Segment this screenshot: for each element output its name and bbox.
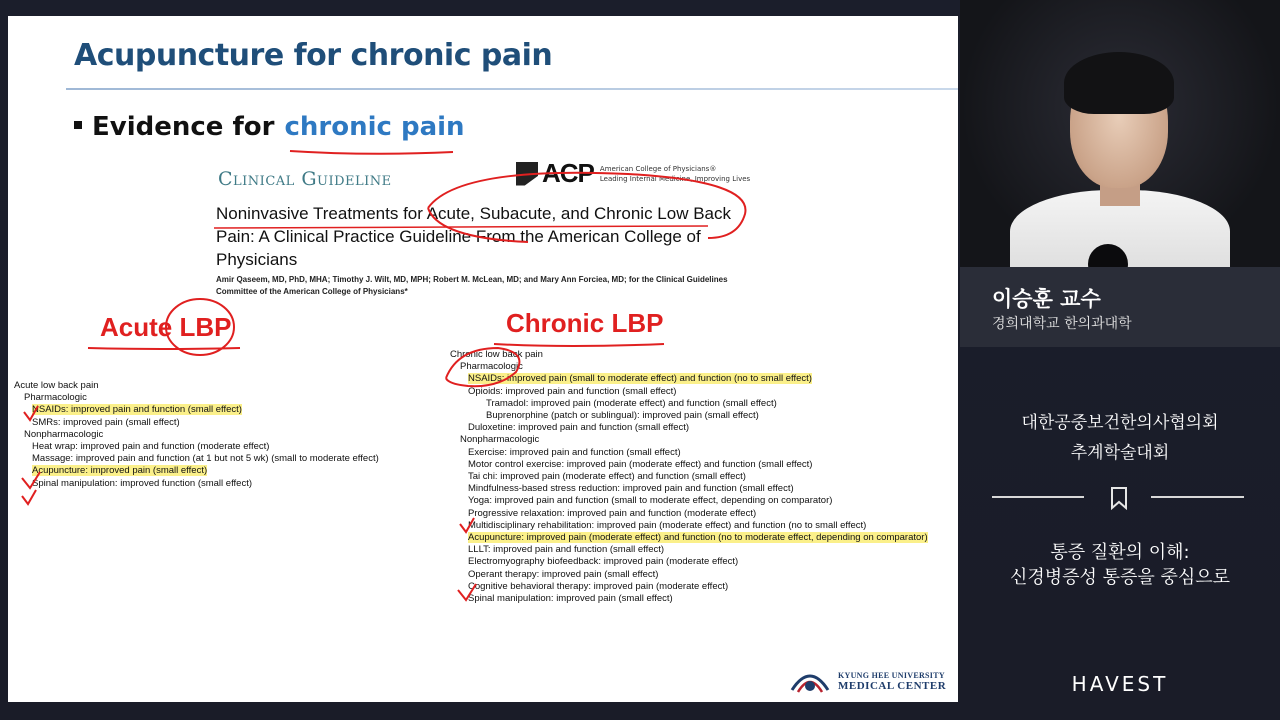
chronic-list-item [450, 422, 928, 434]
chronic-list-item [450, 593, 928, 605]
acute-list-item-text: Nonpharmacologic [24, 428, 104, 440]
chronic-list-item [450, 361, 928, 373]
chronic-treatment-list [450, 349, 928, 605]
chronic-list-item-text: Exercise: improved pain and function (small effect) [468, 446, 681, 458]
chronic-list-item-text: Tramadol: improved pain (moderate effect) and function (small effect) [486, 397, 777, 409]
chronic-list-item [450, 483, 928, 495]
chronic-list-item-text: Yoga: improved pain and function (small to moderate effect, depending on comparator) [468, 495, 833, 507]
chronic-list-item [450, 520, 928, 532]
acute-list-item [14, 404, 379, 416]
chronic-list-item [450, 398, 928, 410]
bullet-marker [74, 121, 82, 129]
chronic-list-item [450, 508, 928, 520]
acute-list-item-text: Acupuncture: improved pain (small effect) [32, 465, 208, 477]
brand-logo: HAVEST [1071, 672, 1169, 696]
paper-title: Noninvasive Treatments for Acute, Subacute, and Chronic Low Back Pain: A Clinical Practice Guideline From the American College of Physicians [216, 204, 731, 269]
acute-list-item [14, 478, 379, 490]
acp-logo-text: ACP [542, 158, 594, 188]
chronic-list-item [450, 434, 928, 446]
chronic-list-item-text: Progressive relaxation: improved pain and function (moderate effect) [468, 507, 757, 519]
acute-list-item [14, 417, 379, 429]
chronic-list-item-text: Cognitive behavioral therapy: improved pain (moderate effect) [468, 580, 729, 592]
chronic-list-item-text: NSAIDs: improved pain (small to moderate effect) and function (no to small effect) [468, 373, 812, 385]
chronic-list-item [450, 459, 928, 471]
chronic-list-item-text: Motor control exercise: improved pain (moderate effect) and function (small effect) [468, 458, 813, 470]
chronic-list-item-text: Opioids: improved pain and function (small effect) [468, 385, 677, 397]
chronic-list-item [450, 373, 928, 385]
chronic-list-item-text: Chronic low back pain [450, 349, 543, 360]
acute-list-item-text: Massage: improved pain and function (at 1 but not 5 wk) (small to moderate effect) [32, 453, 379, 465]
acute-list-item-text: Acute low back pain [14, 380, 99, 391]
acp-tagline-line1: American College of Physicians® [599, 164, 717, 173]
acute-list-item [14, 465, 379, 477]
chronic-list-item [450, 495, 928, 507]
title-divider [66, 88, 958, 90]
chronic-list-item-text: Buprenorphine (patch or sublingual): improved pain (small effect) [486, 410, 759, 422]
chronic-lbp-heading: Chronic LBP [506, 308, 664, 338]
acute-list-item [14, 380, 379, 392]
chronic-list-item-text: Multidisciplinary rehabilitation: improved pain (moderate effect) and function (no to small effect) [468, 519, 867, 531]
evidence-bullet [74, 112, 465, 142]
chronic-list-item-text: Electromyography biofeedback: improved pain (moderate effect) [468, 556, 739, 568]
bullet-highlight: chronic pain [284, 112, 465, 142]
acute-list-item-text: SMRs: improved pain (small effect) [32, 416, 180, 428]
chronic-list-item-text: Mindfulness-based stress reduction: improved pain and function (small effect) [468, 483, 794, 495]
chronic-list-item-text: LLLT: improved pain and function (small effect) [468, 544, 665, 556]
chronic-list-item [450, 532, 928, 544]
chronic-list-item [450, 544, 928, 556]
bullet-prefix: Evidence for [92, 112, 275, 142]
acp-logo [516, 158, 750, 189]
khu-medical-center-logo [788, 666, 946, 696]
speaker-name: 이승훈 교수 [992, 287, 1101, 311]
acute-lbp-heading: Acute LBP [100, 312, 232, 342]
chronic-list-item [450, 386, 928, 398]
event-title-line1: 대한공중보건한의사협의회 [1021, 413, 1219, 433]
chronic-list-item [450, 581, 928, 593]
speaker-affiliation: 경희대학교 한의과대학 [992, 316, 1132, 332]
acp-tagline-line2: Leading Internal Medicine, Improving Lives [599, 174, 751, 183]
acp-tagline [600, 164, 750, 184]
khu-emblem-icon [788, 666, 832, 696]
chronic-list-item [450, 410, 928, 422]
acute-list-item [14, 453, 379, 465]
acute-list-item-text: Spinal manipulation: improved function (small effect) [32, 477, 253, 489]
chronic-list-item-text: Acupuncture: improved pain (moderate effect) and function (no to moderate effect, depending on comparator) [468, 532, 928, 544]
chronic-list-item-text: Operant therapy: improved pain (small effect) [468, 568, 659, 580]
speaker-hair [1064, 52, 1174, 114]
chronic-list-item-text: Pharmacologic [460, 361, 523, 373]
chronic-list-item-text: Duloxetine: improved pain and function (small effect) [468, 422, 690, 434]
acute-list-item [14, 429, 379, 441]
chronic-list-item [450, 447, 928, 459]
event-title-line2: 추계학술대회 [1070, 443, 1170, 463]
bookmark-icon [1108, 486, 1130, 510]
acute-list-item [14, 392, 379, 404]
acute-list-item-text: NSAIDs: improved pain and function (small effect) [32, 404, 242, 416]
chronic-list-item-text: Tai chi: improved pain (moderate effect) and function (small effect) [468, 471, 746, 483]
topic-line1: 통증 질환의 이해: [1050, 542, 1190, 563]
chronic-list-item [450, 556, 928, 568]
acute-list-item-text: Heat wrap: improved pain and function (moderate effect) [32, 441, 270, 453]
acute-treatment-list [14, 380, 379, 490]
acute-list-item [14, 441, 379, 453]
chronic-list-item [450, 471, 928, 483]
paper-authors: Amir Qaseem, MD, PhD, MHA; Timothy J. Wilt, MD, MPH; Robert M. McLean, MD; and Mary Ann Forciea, MD; for the Clinical Guidelines Committee of the American College of Physicians* [216, 275, 728, 296]
chronic-list-item [450, 569, 928, 581]
khu-logo-line1: KYUNG HEE UNIVERSITY [838, 670, 945, 680]
chronic-list-item [450, 349, 928, 361]
acute-list-item-text: Pharmacologic [24, 392, 87, 404]
speaker-video [960, 0, 1280, 267]
topic-line2: 신경병증성 통증을 중심으로 [1009, 567, 1231, 588]
speaker-panel [960, 0, 1280, 720]
khu-logo-line2: MEDICAL CENTER [838, 679, 947, 692]
chronic-list-item-text: Nonpharmacologic [460, 434, 540, 446]
slide-title: Acupuncture for chronic pain [74, 38, 553, 73]
clinical-guideline-label: Clinical Guideline [218, 168, 392, 190]
acp-logo-icon [516, 162, 538, 186]
chronic-list-item-text: Spinal manipulation: improved pain (small effect) [468, 593, 673, 605]
divider-right [1151, 496, 1244, 498]
divider-left [992, 496, 1084, 498]
presentation-slide [8, 16, 958, 702]
